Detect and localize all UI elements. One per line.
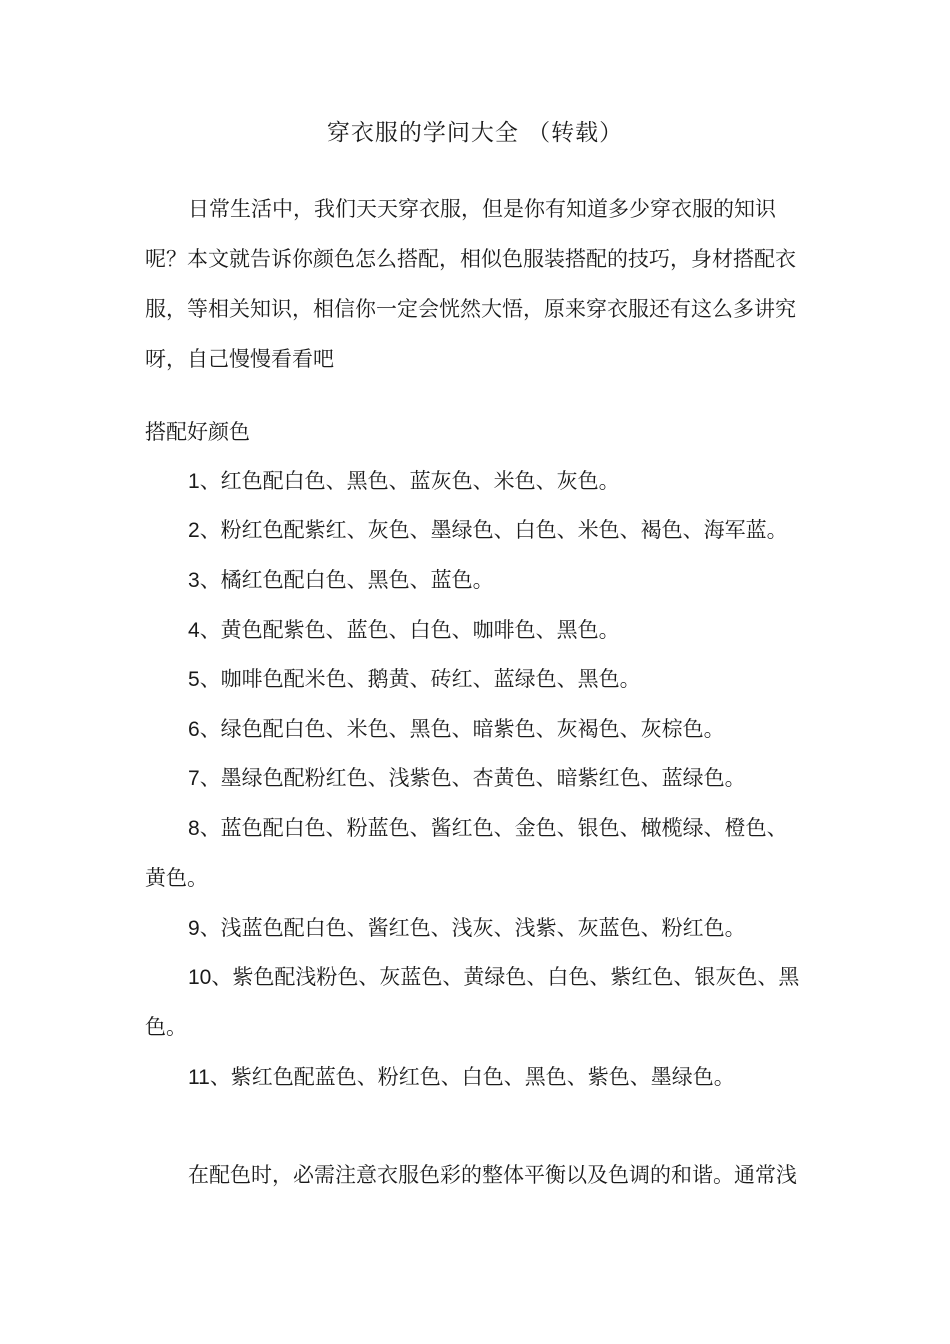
list-item	[188, 813, 788, 844]
list-item-number: 5	[188, 668, 200, 691]
closing-paragraph-line: 在配色时，必需注意衣服色彩的整体平衡以及色调的和谐。通常浅	[188, 1163, 797, 1187]
list-item-number: 1	[188, 470, 200, 493]
list-item-number: 4	[188, 619, 200, 642]
list-item	[188, 466, 620, 497]
intro-line-1: 日常生活中，我们天天穿衣服，但是你有知道多少穿衣服的知识	[188, 197, 776, 221]
list-item-continuation: 黄色。	[145, 866, 208, 890]
list-item-number: 7	[188, 767, 200, 790]
list-item-number: 3	[188, 569, 200, 592]
list-item-number: 2	[188, 519, 200, 542]
list-item-number: 8	[188, 817, 200, 840]
list-item-text: 、咖啡色配米色、鹅黄、砖红、蓝绿色、黑色。	[199, 667, 641, 691]
list-item-number: 11	[188, 1066, 210, 1089]
list-item	[188, 615, 620, 646]
list-item	[188, 565, 494, 596]
list-item-continuation: 色。	[145, 1015, 187, 1039]
list-item	[188, 962, 799, 993]
list-item-text: 、紫红色配蓝色、粉红色、白色、黑色、紫色、墨绿色。	[209, 1065, 735, 1089]
list-item	[188, 515, 788, 546]
list-item	[188, 714, 725, 745]
list-item	[188, 913, 746, 944]
list-item-text: 、红色配白色、黑色、蓝灰色、米色、灰色。	[199, 469, 620, 493]
list-item	[188, 1062, 735, 1093]
intro-line-3: 服，等相关知识，相信你一定会恍然大悟，原来穿衣服还有这么多讲究	[145, 297, 796, 321]
list-item-number: 10	[188, 966, 212, 989]
intro-line-2: 呢？本文就告诉你颜色怎么搭配，相似色服装搭配的技巧，身材搭配衣	[145, 247, 796, 271]
list-item-text: 、橘红色配白色、黑色、蓝色。	[199, 568, 494, 592]
list-item-number: 9	[188, 917, 200, 940]
list-item-text: 、墨绿色配粉红色、浅紫色、杏黄色、暗紫红色、蓝绿色。	[199, 766, 746, 790]
list-item-number: 6	[188, 718, 200, 741]
intro-line-4: 呀，自己慢慢看看吧	[145, 347, 334, 371]
section-heading: 搭配好颜色	[145, 420, 250, 444]
list-item-text: 、绿色配白色、米色、黑色、暗紫色、灰褐色、灰棕色。	[199, 717, 725, 741]
list-item	[188, 763, 746, 794]
list-item-text: 、蓝色配白色、粉蓝色、酱红色、金色、银色、橄榄绿、橙色、	[199, 816, 788, 840]
list-item-text: 、黄色配紫色、蓝色、白色、咖啡色、黑色。	[199, 618, 620, 642]
list-item-text: 、粉红色配紫红、灰色、墨绿色、白色、米色、褐色、海军蓝。	[199, 518, 788, 542]
list-item	[188, 664, 641, 695]
list-item-text: 、浅蓝色配白色、酱红色、浅灰、浅紫、灰蓝色、粉红色。	[199, 916, 746, 940]
document-title: 穿衣服的学问大全 （转载）	[326, 120, 624, 146]
list-item-text: 、紫色配浅粉色、灰蓝色、黄绿色、白色、紫红色、银灰色、黑	[211, 965, 800, 989]
